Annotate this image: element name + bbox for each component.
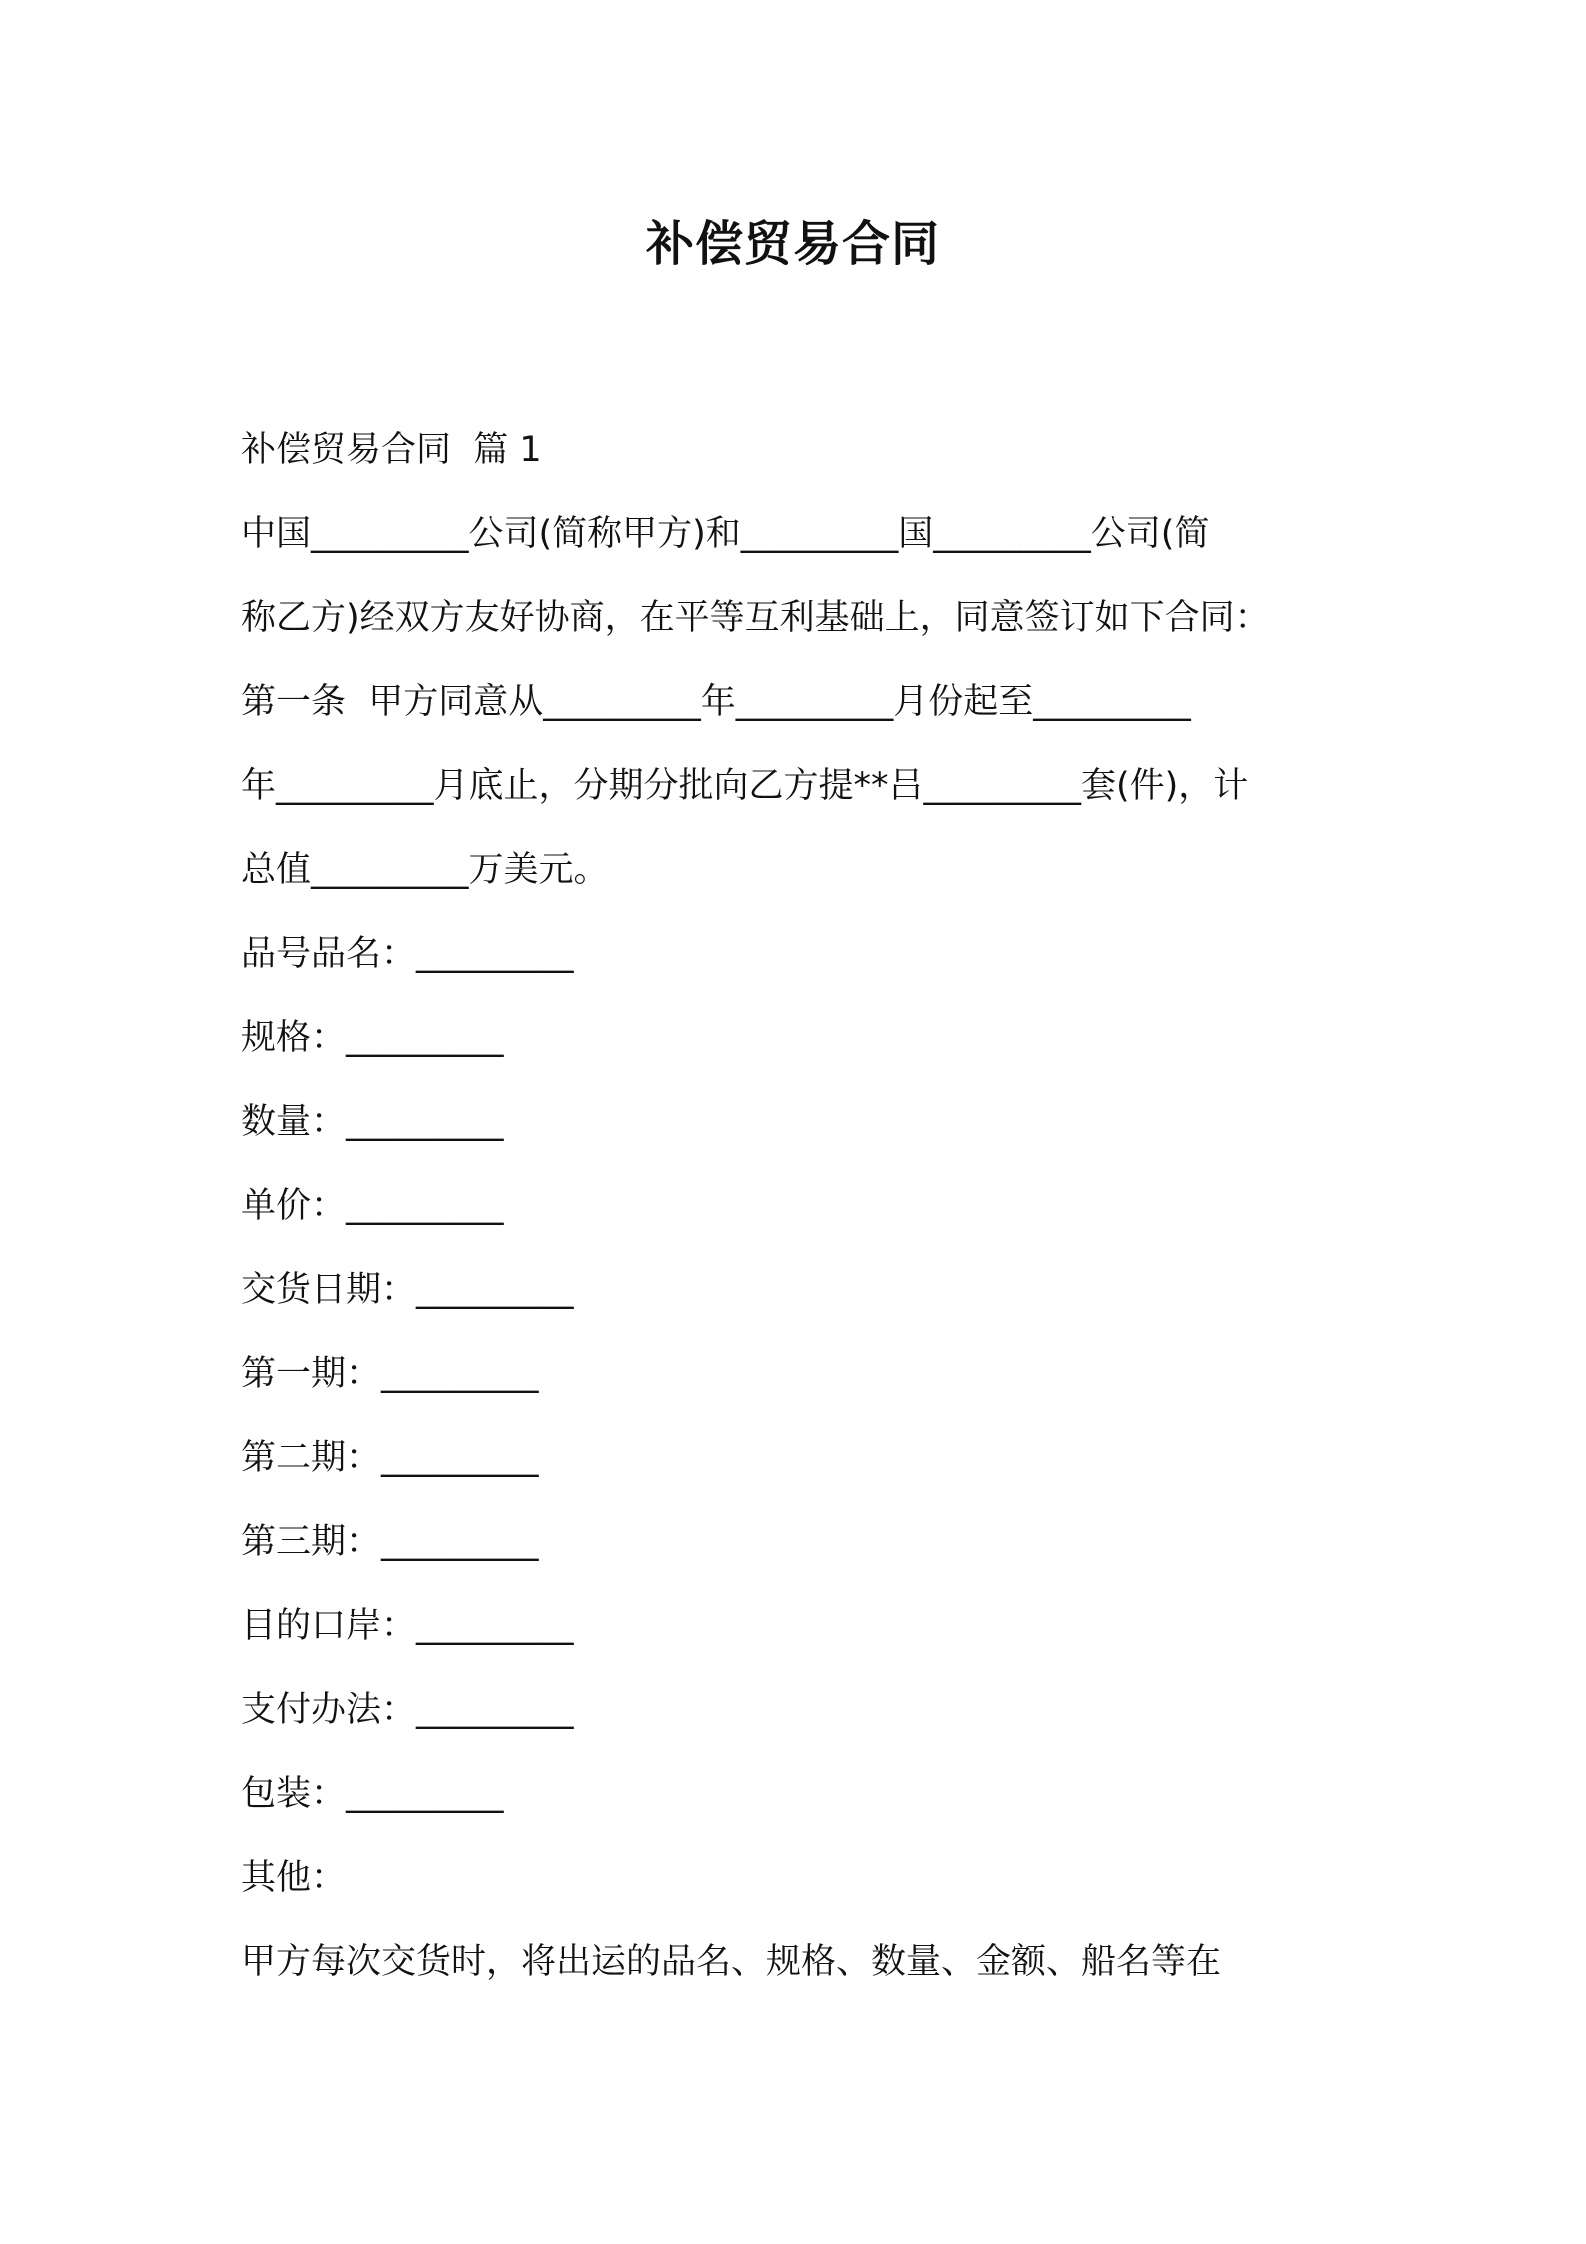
document-body (241, 408, 1361, 2004)
paragraph-line: 中国_________公司(简称甲方)和_________国_________公司(简 (241, 514, 1210, 554)
document-title: 补偿贸易合同 (645, 216, 940, 272)
paragraph-line: 总值_________万美元。 (241, 850, 609, 890)
paragraph-line: 第一条 甲方同意从_________年_________月份起至_________ (241, 682, 1191, 722)
closing-line: 甲方每次交货时，将出运的品名、规格、数量、金额、船名等在 (241, 1942, 1222, 1982)
field-payment-method: 支付办法：_________ (241, 1690, 574, 1730)
field-packaging: 包装：_________ (241, 1774, 504, 1814)
field-phase-2: 第二期：_________ (241, 1438, 539, 1478)
field-phase-3: 第三期：_________ (241, 1522, 539, 1562)
section-heading: 补偿贸易合同 篇 1 (241, 430, 542, 470)
field-specification: 规格：_________ (241, 1018, 504, 1058)
field-destination-port: 目的口岸：_________ (241, 1606, 574, 1646)
field-phase-1: 第一期：_________ (241, 1354, 539, 1394)
field-other: 其他： (241, 1858, 347, 1898)
field-unit-price: 单价：_________ (241, 1186, 504, 1226)
field-quantity: 数量：_________ (241, 1102, 504, 1142)
paragraph-line: 年_________月底止，分期分批向乙方提**吕_________套(件)，计 (241, 766, 1249, 806)
paragraph-line: 称乙方)经双方友好协商，在平等互利基础上，同意签订如下合同： (241, 598, 1270, 638)
field-delivery-date: 交货日期：_________ (241, 1270, 574, 1310)
field-product-name: 品号品名：_________ (241, 934, 574, 974)
